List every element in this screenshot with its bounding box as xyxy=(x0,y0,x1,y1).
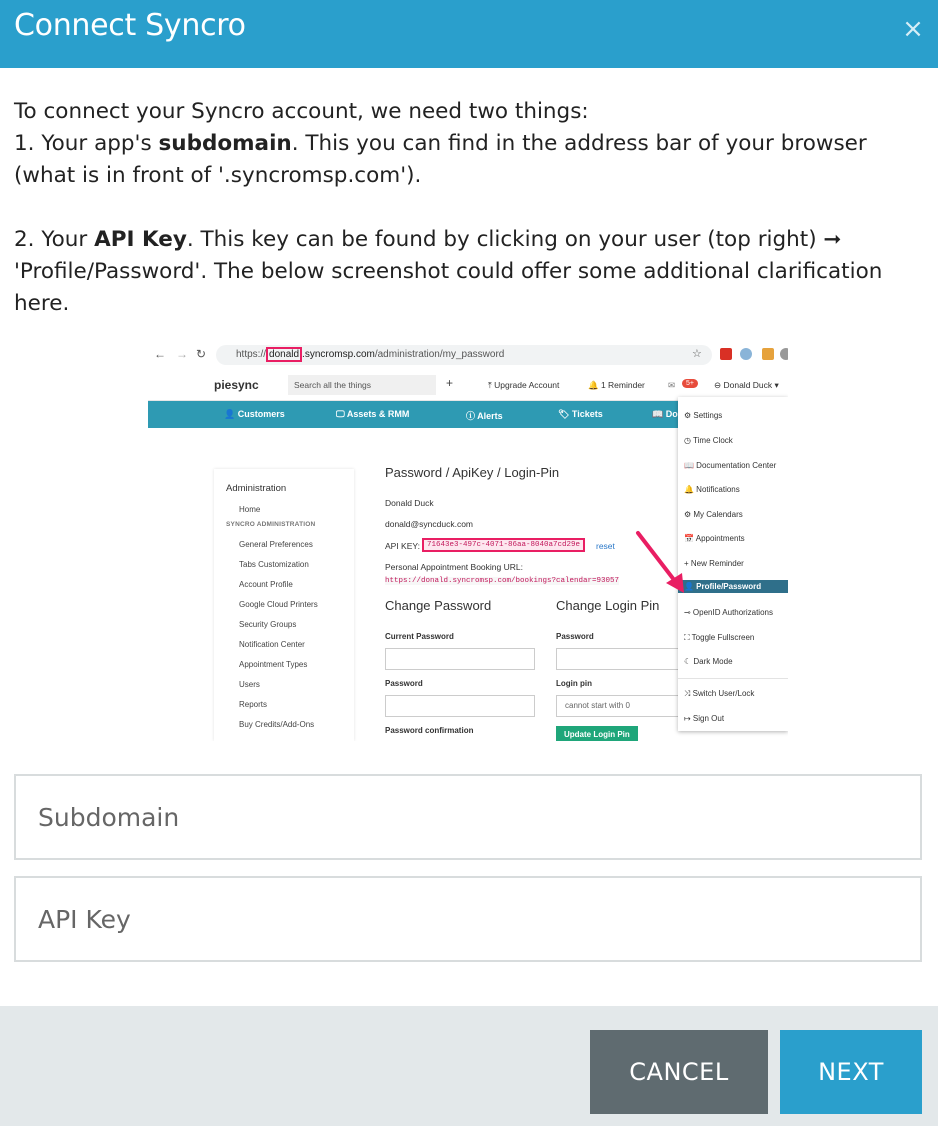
menu-item: ⚙ My Calendars xyxy=(684,510,743,519)
step-2-rest: . This key can be found by clicking on your user (top right) ➞ 'Profile/Password'. The below screenshot could offer some additional clarification here. xyxy=(14,227,883,316)
current-password-input xyxy=(385,648,535,670)
cancel-button[interactable]: CANCEL xyxy=(590,1030,768,1114)
url-subdomain: donald xyxy=(266,347,302,362)
menu-item: + New Reminder xyxy=(684,559,744,568)
mail-icon: ✉ xyxy=(668,380,676,390)
sidebar-item: General Preferences xyxy=(239,540,313,549)
step-2-prefix: 2. Your xyxy=(14,227,95,252)
extension-icon xyxy=(780,348,788,360)
dialog-footer xyxy=(0,1006,938,1126)
sidebar-item: Notification Center xyxy=(239,640,305,649)
subdomain-input[interactable] xyxy=(16,776,920,858)
upgrade-link: ⤒ Upgrade Account xyxy=(488,380,560,390)
update-pin-button: Update Login Pin xyxy=(556,726,638,741)
step-1 xyxy=(14,128,924,192)
user-email: donald@syncduck.com xyxy=(385,519,474,529)
sidebar-item: Home xyxy=(239,505,261,514)
back-icon: ← xyxy=(154,347,166,361)
close-icon[interactable]: × xyxy=(902,14,924,44)
reset-link: reset xyxy=(596,541,615,551)
api-key-input[interactable] xyxy=(16,878,920,960)
password-input xyxy=(385,695,535,717)
pointer-arrow-icon xyxy=(632,527,692,597)
nav-tab: 👤 Customers xyxy=(224,409,285,419)
menu-item: 🔔 Notifications xyxy=(684,485,740,494)
menu-item: 📖 Documentation Center xyxy=(684,461,777,470)
nav-tab: 🏷 Tickets xyxy=(558,409,603,419)
intro-text: To connect your Syncro account, we need two things: xyxy=(14,99,589,124)
url-path: /administration/my_password xyxy=(374,349,505,360)
browser-toolbar xyxy=(148,341,788,369)
app-search: Search all the things xyxy=(288,375,436,395)
booking-url: https://donald.syncromsp.com/bookings?calendar=93057 xyxy=(385,577,620,585)
screenshot-page-title: Password / ApiKey / Login-Pin xyxy=(385,465,560,480)
admin-sidebar xyxy=(214,469,354,741)
sidebar-heading: Administration xyxy=(226,483,287,494)
notification-badge: 5+ xyxy=(682,379,698,388)
plus-icon: + xyxy=(446,376,454,390)
reminder-link: 🔔 1 Reminder xyxy=(588,380,645,390)
api-key-value: 71643e3-497c-4071-86aa-8040a7cd29e xyxy=(422,538,585,552)
pin-password-label: Password xyxy=(556,632,594,641)
sidebar-item: Users xyxy=(239,680,260,689)
menu-item: ⚙ Settings xyxy=(684,411,723,420)
sidebar-item: Buy Credits/Add-Ons xyxy=(239,720,315,729)
nav-tab: 📖 Do xyxy=(652,409,678,419)
instructions xyxy=(14,96,924,320)
sidebar-item: Appointment Types xyxy=(239,660,308,669)
dialog-title: Connect Syncro xyxy=(14,8,246,43)
current-password-label: Current Password xyxy=(385,632,454,641)
next-button[interactable]: NEXT xyxy=(780,1030,922,1114)
menu-item: ◷ Time Clock xyxy=(684,436,733,445)
extension-icon xyxy=(762,348,774,360)
app-logo: piesync xyxy=(214,378,259,392)
forward-icon: → xyxy=(176,347,188,361)
menu-item: ⤨ Switch User/Lock xyxy=(684,689,755,698)
extension-icon xyxy=(720,348,732,360)
menu-item: 📅 Appointments xyxy=(684,534,745,543)
help-screenshot xyxy=(148,341,788,741)
user-menu: ⊖ Donald Duck ▾ xyxy=(714,380,779,390)
url-text xyxy=(236,349,504,360)
menu-item: ⛶ Toggle Fullscreen xyxy=(684,633,755,642)
user-dropdown-menu xyxy=(678,397,788,731)
reload-icon: ↻ xyxy=(196,347,207,361)
sidebar-item: Security Groups xyxy=(239,620,297,629)
step-1-bold: subdomain xyxy=(158,131,292,156)
menu-item: ⊸ OpenID Authorizations xyxy=(684,608,773,617)
sidebar-item: Account Profile xyxy=(239,580,293,589)
step-1-prefix: 1. Your app's xyxy=(14,131,159,156)
url-prefix: https:// xyxy=(236,349,267,360)
step-2-bold: API Key xyxy=(94,227,187,252)
password-label: Password xyxy=(385,679,423,688)
dialog-header xyxy=(0,0,938,68)
nav-tab: ⓘ Alerts xyxy=(466,411,503,421)
password-confirmation-label: Password confirmation xyxy=(385,726,474,735)
step-2 xyxy=(14,224,924,320)
extension-icon xyxy=(740,348,752,360)
star-icon: ☆ xyxy=(692,348,702,360)
sidebar-item: Google Cloud Printers xyxy=(239,600,318,609)
step-1-rest: . This you can find in the address bar of your browser (what is in front of '.syncromsp.com'). xyxy=(14,131,867,188)
sidebar-item: Tabs Customization xyxy=(239,560,309,569)
menu-item-active: 👤 Profile/Password xyxy=(678,580,788,593)
change-password-heading: Change Password xyxy=(385,598,492,613)
menu-item: ↦ Sign Out xyxy=(684,714,725,723)
booking-label: Personal Appointment Booking URL: xyxy=(385,562,523,572)
sidebar-section: SYNCRO ADMINISTRATION xyxy=(226,521,316,528)
menu-divider xyxy=(678,678,788,679)
url-domain: .syncromsp.com xyxy=(302,349,375,360)
change-pin-heading: Change Login Pin xyxy=(556,598,660,613)
login-pin-input: cannot start with 0 xyxy=(556,695,686,717)
subdomain-field[interactable] xyxy=(14,774,922,860)
sidebar-item: Reports xyxy=(239,700,268,709)
api-key-label: API KEY: xyxy=(385,541,420,551)
menu-item: ☾ Dark Mode xyxy=(684,657,733,666)
user-name: Donald Duck xyxy=(385,498,434,508)
nav-tab: 🖵 Assets & RMM xyxy=(336,409,410,419)
api-key-field[interactable] xyxy=(14,876,922,962)
pin-password-input xyxy=(556,648,686,670)
login-pin-label: Login pin xyxy=(556,679,592,688)
